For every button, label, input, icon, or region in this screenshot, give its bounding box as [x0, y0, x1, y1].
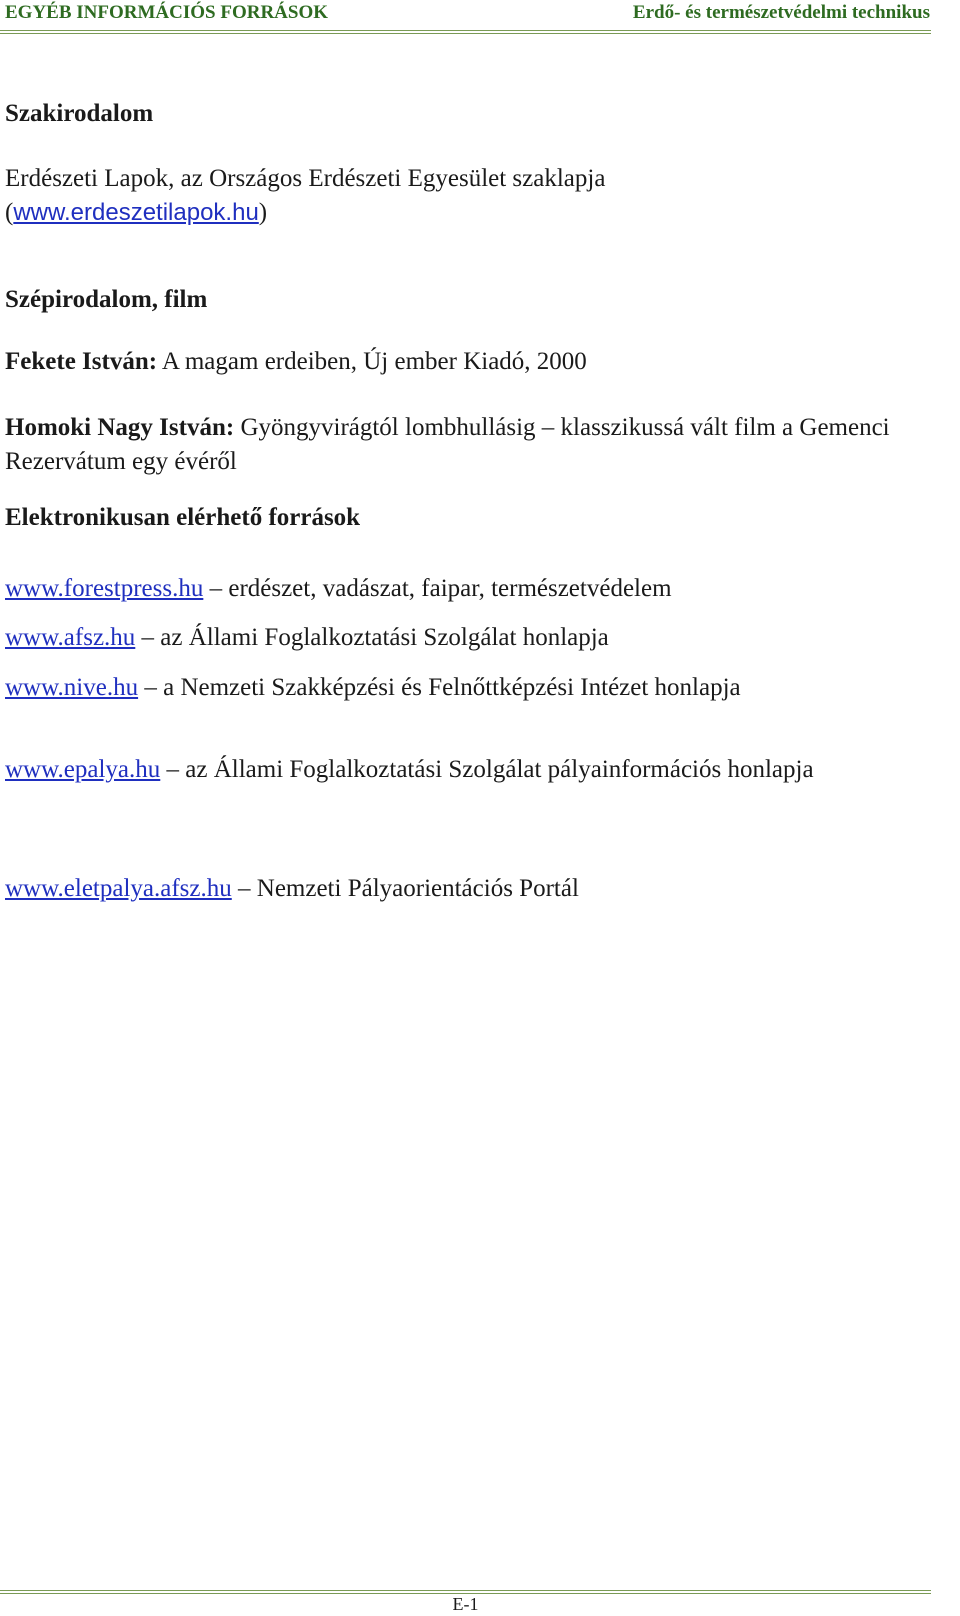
fekete-work: A magam erdeiben, Új ember Kiadó, 2000: [157, 348, 587, 375]
erdeszeti-text: Erdészeti Lapok, az Országos Erdészeti Egyesület szaklapja: [5, 165, 606, 192]
link-row-epalya: [5, 745, 930, 794]
paren-close: ): [258, 199, 268, 226]
link-row-nive: [5, 671, 930, 705]
paren-open: (: [5, 199, 14, 226]
link-epalya[interactable]: www.epalya.hu: [5, 756, 161, 783]
link-forestpress[interactable]: www.forestpress.hu: [5, 575, 204, 602]
heading-szakirodalom: Szakirodalom: [5, 100, 154, 127]
paragraph-fekete: [5, 345, 930, 379]
link-erdeszetilapok[interactable]: www.erdeszetilapok.hu: [13, 199, 259, 226]
paragraph-erdeszeti-lapok: [5, 162, 930, 230]
afsz-desc: – az Állami Foglalkoztatási Szolgálat honlapja: [135, 624, 609, 651]
page-header: [5, 0, 930, 30]
heading-szepirodalom: Szépirodalom, film: [5, 286, 208, 313]
header-course-title: Erdő- és természetvédelmi technikus: [632, 2, 930, 23]
paragraph-homoki: [5, 411, 930, 479]
author-homoki: Homoki Nagy István:: [5, 414, 235, 441]
nive-desc: – a Nemzeti Szakképzési és Felnőttképzési Intézet honlapja: [138, 674, 741, 701]
link-row-eletpalya: [5, 872, 930, 906]
link-row-forestpress: [5, 572, 930, 606]
page-number: E-1: [452, 1594, 479, 1614]
link-nive[interactable]: www.nive.hu: [5, 674, 139, 701]
eletpalya-desc: – Nemzeti Pályaorientációs Portál: [231, 875, 579, 902]
author-fekete: Fekete István:: [5, 348, 158, 375]
header-rule: [0, 30, 931, 34]
epalya-desc: – az Állami Foglalkoztatási Szolgálat pályainformációs honlapja: [160, 756, 814, 783]
heading-elektronikus: Elektronikusan elérhető források: [5, 504, 361, 531]
link-eletpalya[interactable]: www.eletpalya.afsz.hu: [5, 875, 232, 902]
forestpress-desc: – erdészet, vadászat, faipar, természetvédelem: [203, 575, 672, 602]
link-afsz[interactable]: www.afsz.hu: [5, 624, 136, 651]
homoki-work: Gyöngyvirágtól lombhullásig – klasszikussá vált film a Gemenci Rezervátum egy évéről: [5, 414, 890, 475]
link-row-afsz: [5, 621, 930, 655]
header-section-title: EGYÉB INFORMÁCIÓS FORRÁSOK: [5, 2, 329, 23]
